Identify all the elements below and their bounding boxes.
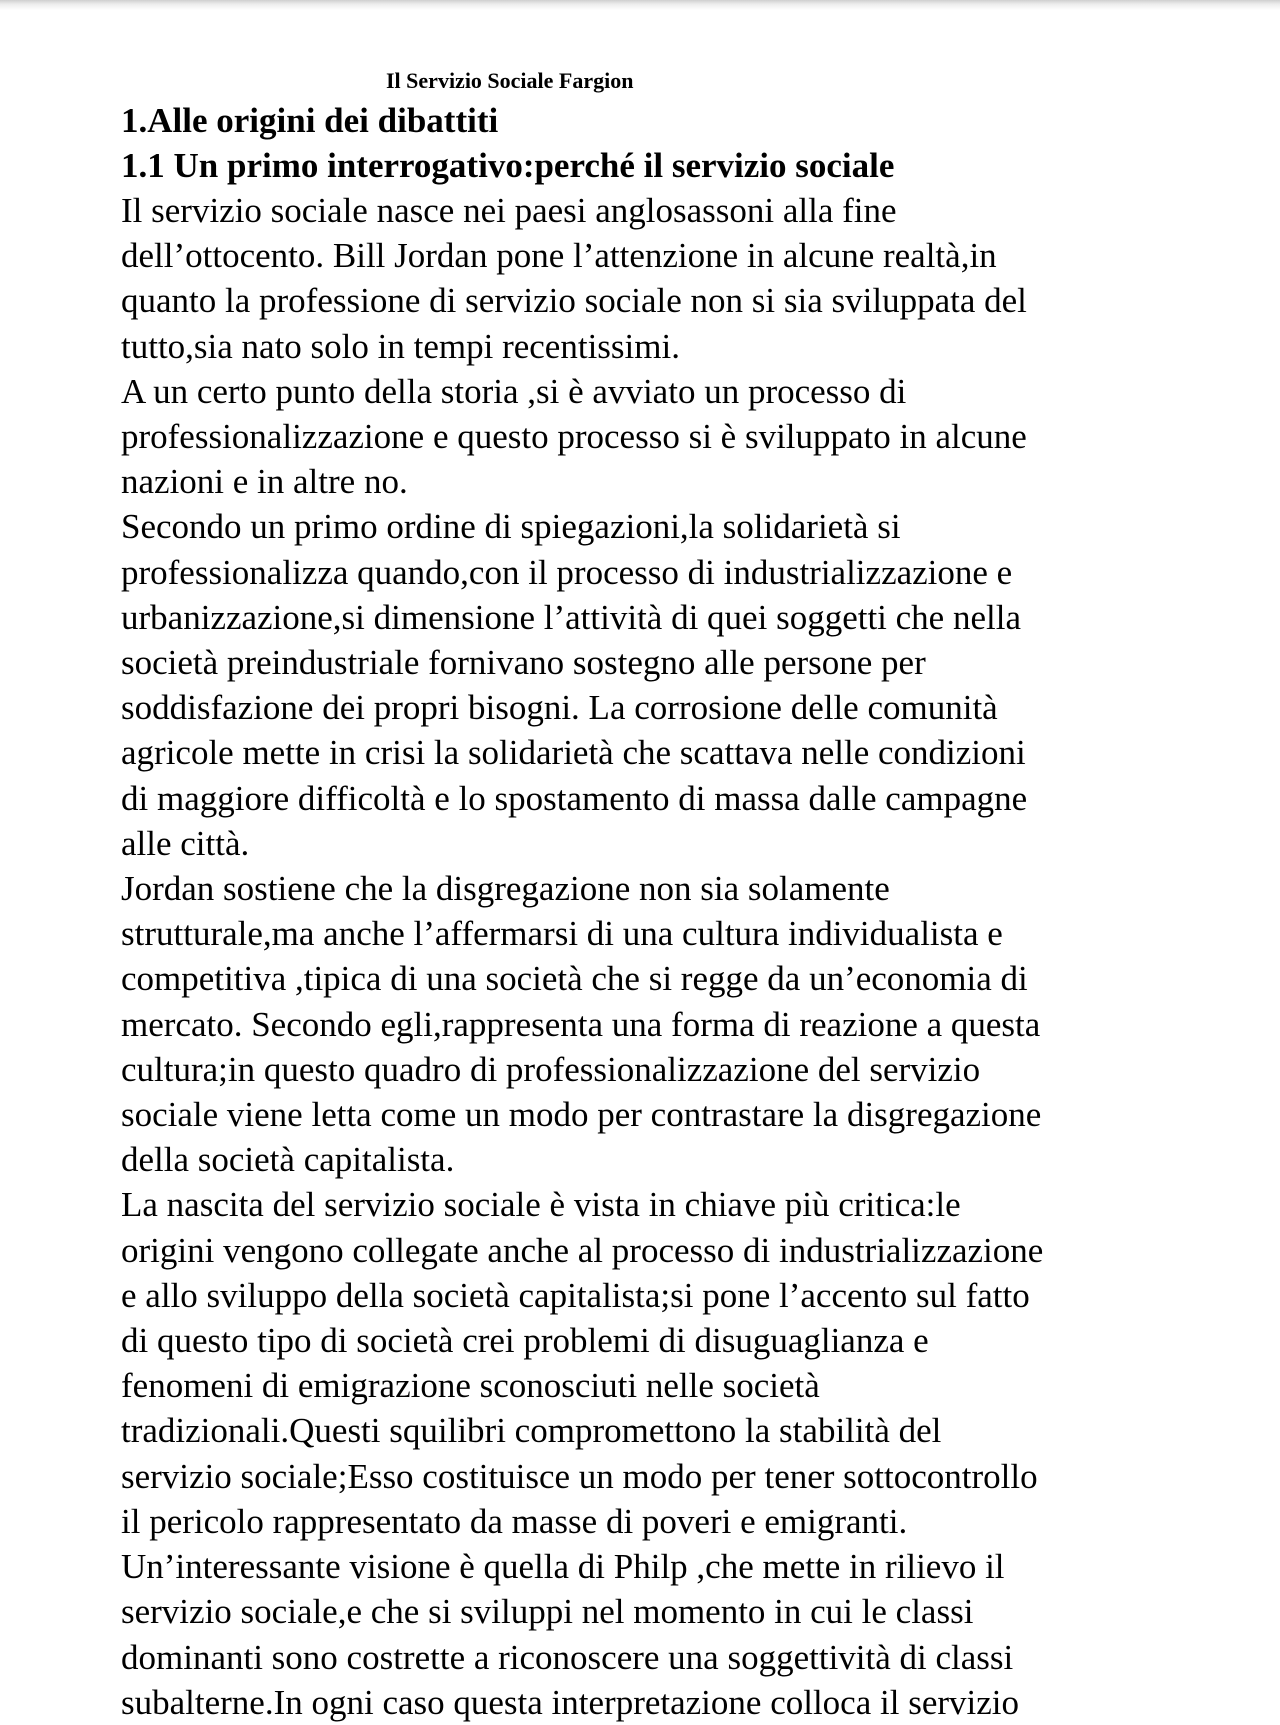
body-text-line: mercato. Secondo egli,rappresenta una forma di reazione a questa	[121, 1004, 1041, 1044]
body-text-line: sociale viene letta come un modo per contrastare la disgregazione	[121, 1095, 1042, 1135]
body-text-line: fenomeni di emigrazione sconosciuti nelle società	[121, 1366, 820, 1406]
body-text-line: subalterne.In ogni caso questa interpretazione colloca il servizio	[121, 1682, 1019, 1722]
chapter-heading: 1.Alle origini dei dibattiti	[121, 101, 499, 140]
body-text-line: professionalizzazione e questo processo si è sviluppato in alcune	[121, 417, 1027, 457]
body-text-line: di questo tipo di società crei problemi di disuguaglianza e	[121, 1321, 929, 1361]
body-text-line: Un’interessante visione è quella di Philp ,che mette in rilievo il	[121, 1547, 1005, 1587]
body-text-line: tutto,sia nato solo in tempi recentissimi.	[121, 326, 680, 366]
body-text-line: La nascita del servizio sociale è vista in chiave più critica:le	[121, 1185, 961, 1225]
body-text-line: origini vengono collegate anche al processo di industrializzazione	[121, 1230, 1044, 1270]
body-text-line: il pericolo rappresentato da masse di poveri e emigranti.	[121, 1501, 908, 1541]
body-text-line: Secondo un primo ordine di spiegazioni,la solidarietà si	[121, 507, 901, 547]
running-header: Il Servizio Sociale Fargion	[386, 68, 634, 93]
body-text-line: A un certo punto della storia ,si è avviato un processo di	[121, 371, 907, 411]
section-heading: 1.1 Un primo interrogativo:perché il servizio sociale	[121, 146, 895, 185]
body-text-line: servizio sociale,e che si sviluppi nel momento in cui le classi	[121, 1592, 974, 1632]
body-text-line: soddisfazione dei propri bisogni. La corrosione delle comunità	[121, 688, 998, 728]
body-text-line: urbanizzazione,si dimensione l’attività di quei soggetti che nella	[121, 597, 1021, 637]
body-text-line: dominanti sono costrette a riconoscere una soggettività di classi	[121, 1637, 1014, 1677]
body-text-line: servizio sociale;Esso costituisce un modo per tener sottocontrollo	[121, 1456, 1038, 1496]
body-text-line: della società capitalista.	[121, 1140, 455, 1180]
body-text-line: e allo sviluppo della società capitalista;si pone l’accento sul fatto	[121, 1275, 1030, 1315]
body-text-line: professionalizza quando,con il processo di industrializzazione e	[121, 552, 1013, 592]
body-text-line: Jordan sostiene che la disgregazione non sia solamente	[121, 869, 890, 909]
body-text-line: Il servizio sociale nasce nei paesi anglosassoni alla fine	[121, 191, 897, 230]
body-text-line: strutturale,ma anche l’affermarsi di una cultura individualista e	[121, 914, 1003, 954]
body-text-line: cultura;in questo quadro di professionalizzazione del servizio	[121, 1049, 981, 1089]
body-text-line: nazioni e in altre no.	[121, 462, 408, 502]
body-text-line: agricole mette in crisi la solidarietà che scattava nelle condizioni	[121, 733, 1026, 773]
body-text-line: competitiva ,tipica di una società che si regge da un’economia di	[121, 959, 1028, 999]
body-text-line: tradizionali.Questi squilibri compromettono la stabilità del	[121, 1411, 942, 1451]
body-text-line: alle città.	[121, 823, 250, 863]
body-text-line: di maggiore difficoltà e lo spostamento di massa dalle campagne	[121, 778, 1028, 818]
body-text-line: quanto la professione di servizio sociale non si sia sviluppata del	[121, 281, 1027, 321]
body-text-line: società preindustriale fornivano sostegno alle persone per	[121, 643, 926, 683]
document-body	[121, 98, 1211, 1725]
body-text-line: dell’ottocento. Bill Jordan pone l’attenzione in alcune realtà,in	[121, 236, 997, 276]
